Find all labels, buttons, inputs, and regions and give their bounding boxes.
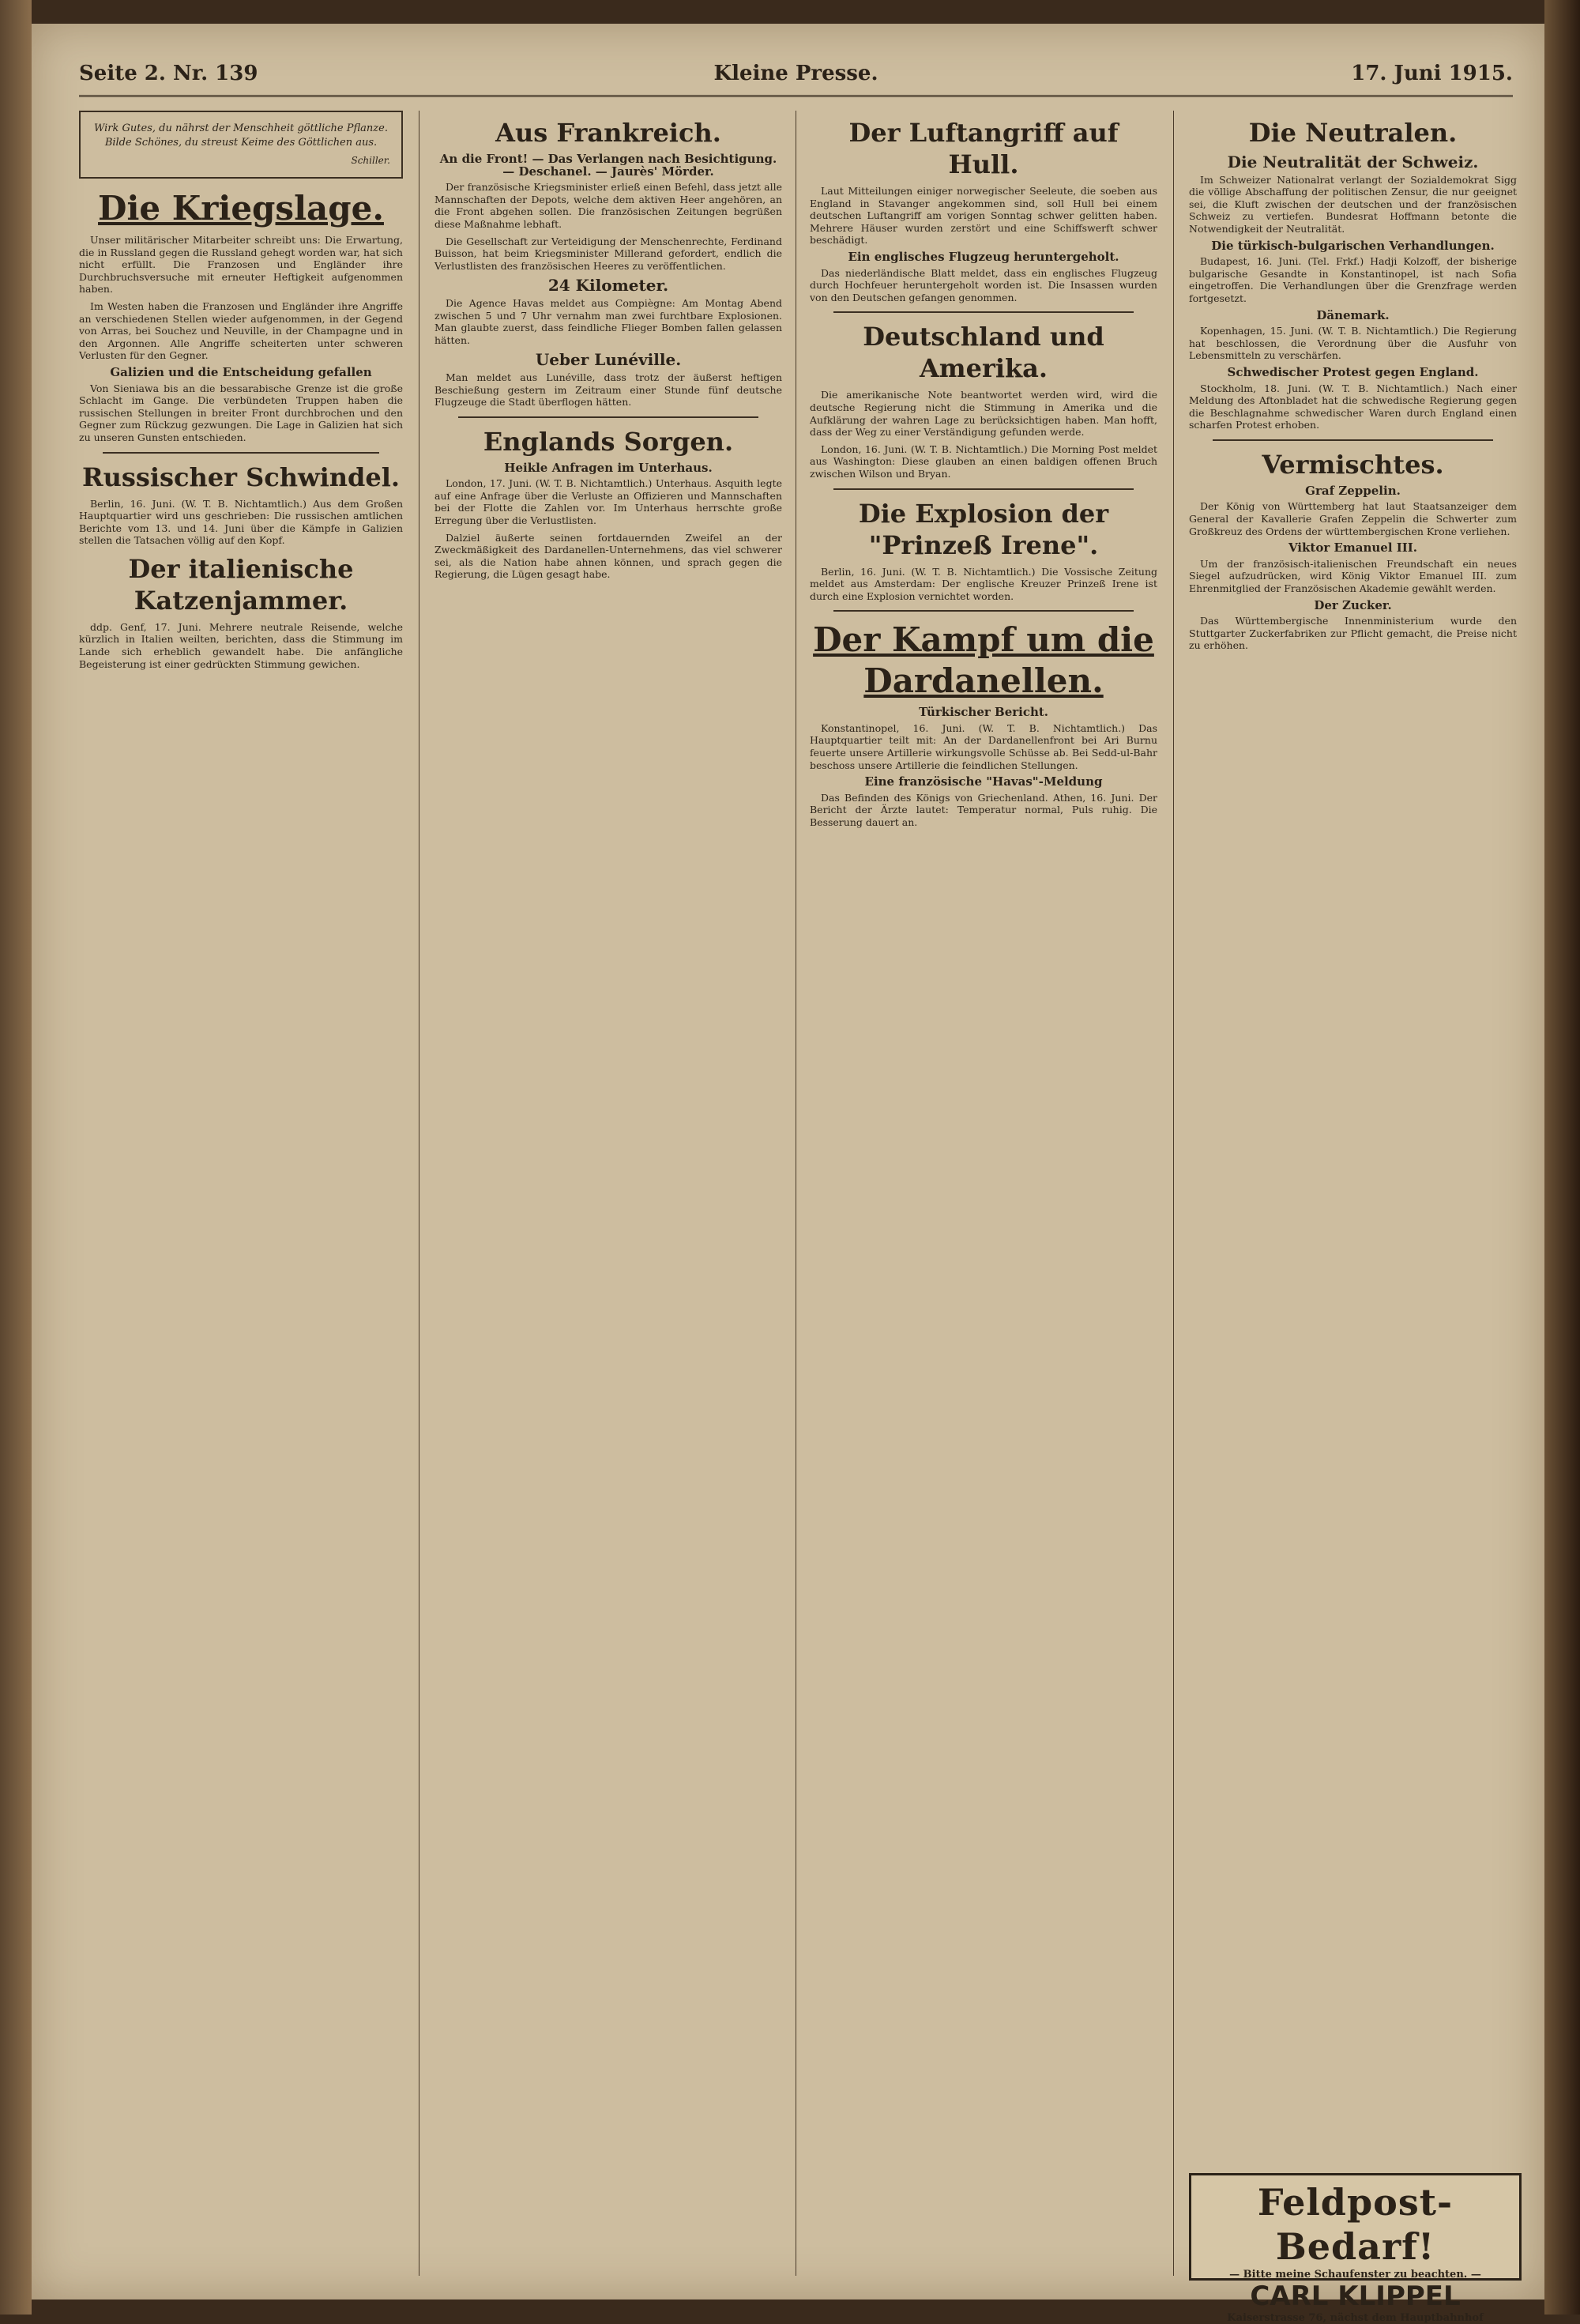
article-paragraph: Im Westen haben die Franzosen und Engländer ihre Angriffe an verschiedenen Stellen wieder aufgenommen, in der Gegend von Arras, bei Souchez und Neuville, in der Champagne und in den Argonnen. Alle Angriffe scheiterten unter schweren Verlusten für den Gegner. <box>79 299 403 362</box>
column-2 <box>434 111 782 2276</box>
article-paragraph: Von Sieniawa bis an die bessarabische Grenze ist die große Schlacht im Gange. Die verbündeten Truppen haben die russischen Stellungen in breiter Front durchbrochen und den Gegner zum Rückzug gezwungen. Die Lage in Galizien hat sich zu unseren Gunsten entschieden. <box>79 382 403 443</box>
article-subtitle: Die Neutralität der Schweiz. <box>1227 153 1479 171</box>
article-paragraph: Im Schweizer Nationalrat verlangt der Sozialdemokrat Sigg die völlige Abschaffung der politischen Zensur, die nur geeignet sei, die Kluft zwischen der deutschen und der französischen Schweiz zu vertiefen. Bundesrat Hoffmann betonte die Notwendigkeit der Neutralität. <box>1189 173 1517 235</box>
article-paragraph: Dalziel äußerte seinen fortdauernden Zweifel an der Zweckmäßigkeit des Dardanellen-Unternehmens, das viel schwerer sei, als die Nation habe ahnen können, und sprach gegen die Regierung, die Lügen gesagt habe. <box>434 531 782 581</box>
section-heading: Die türkisch-bulgarischen Verhandlungen. <box>1211 238 1495 253</box>
divider <box>458 416 758 418</box>
column-3 <box>810 111 1157 2276</box>
advertisement <box>1189 2173 1522 2324</box>
section-heading: Schwedischer Protest gegen England. <box>1227 364 1479 379</box>
ad-address: Kaiserstrasse 76, nächst dem Hauptbahnhof <box>1227 2312 1484 2324</box>
article-paragraph: Konstantinopel, 16. Juni. (W. T. B. Nichtamtlich.) Das Hauptquartier teilt mit: An der Dardanellenfront bei Ari Burnu feuerte unsere Artillerie wirkungsvolle Schüsse ab. Bei Sedd-ul-Bahr beschoss unsere Artillerie die feindlichen Stellungen. <box>810 721 1157 771</box>
column-4 <box>1189 111 1517 2165</box>
book-binding-right <box>1544 0 1580 2315</box>
article-paragraph: Das Württembergische Innenministerium wurde den Stuttgarter Zuckerfabriken zur Pflicht gemacht, die Preise nicht zu erhöhen. <box>1189 615 1517 652</box>
ad-note: — Bitte meine Schaufenster zu beachten. — <box>1229 2269 1481 2281</box>
article-title: Vermischtes. <box>1262 449 1444 480</box>
article-paragraph: Die Agence Havas meldet aus Compiègne: Am Montag Abend zwischen 5 und 7 Uhr vernahm man zwei furchtbare Explosionen. Man glaubte zuerst, dass feindliche Flieger Bomben fallen gelassen hätten. <box>434 296 782 346</box>
column-1 <box>79 111 403 2276</box>
book-binding-left <box>0 0 32 2315</box>
divider <box>833 311 1134 313</box>
article-paragraph: Berlin, 16. Juni. (W. T. B. Nichtamtlich.) Die Vossische Zeitung meldet aus Amsterdam: Der englische Kreuzer Prinzeß Irene ist durch eine Explosion vernichtet worden. <box>810 565 1157 602</box>
article-subtitle: Heikle Anfragen im Unterhaus. <box>504 460 713 475</box>
article-paragraph: Kopenhagen, 15. Juni. (W. T. B. Nichtamtlich.) Die Regierung hat beschlossen, die Verordnung über die Ausfuhr von Lebensmitteln zu verschärfen. <box>1189 325 1517 362</box>
column-rule <box>1173 111 1174 2276</box>
article-paragraph: London, 16. Juni. (W. T. B. Nichtamtlich.) Die Morning Post meldet aus Washington: Diese glauben an einen baldigen offenen Bruch zwischen Wilson und Bryan. <box>810 443 1157 480</box>
divider <box>833 610 1134 612</box>
section-heading: Eine französische "Havas"-Meldung <box>864 774 1103 789</box>
article-paragraph: Stockholm, 18. Juni. (W. T. B. Nichtamtlich.) Nach einer Meldung des Aftonbladet hat die schwedische Regierung gegen die Beschlagnahme schwedischer Waren durch England einen scharfen Protest erhoben. <box>1189 382 1517 431</box>
divider <box>1213 439 1493 441</box>
section-heading: 24 Kilometer. <box>547 276 669 296</box>
issue-date: 17. Juni 1915. <box>1351 62 1513 85</box>
divider <box>103 452 379 454</box>
article-title: Aus Frankreich. <box>495 118 721 148</box>
article-paragraph: Der französische Kriegsminister erließ einen Befehl, dass jetzt alle Mannschaften der Depots, welche dem aktiven Heer angehören, an die Front abgehen sollen. Die französischen Zeitungen begrüßen diese Maßnahme lebhaft. <box>434 181 782 230</box>
section-heading: Viktor Emanuel III. <box>1288 541 1418 556</box>
article-paragraph: Das Befinden des Königs von Griechenland. Athen, 16. Juni. Der Bericht der Ärzte lautet: Temperatur normal, Puls ruhig. Die Besserung dauert an. <box>810 791 1157 829</box>
article-title: Die Neutralen. <box>1248 118 1458 148</box>
ad-headline: Feldpost-Bedarf! <box>1257 2181 1454 2268</box>
section-heading: Ein englisches Flugzeug heruntergeholt. <box>848 249 1119 264</box>
article-title: Die Explosion der "Prinzeß Irene". <box>858 498 1109 560</box>
article-paragraph: Unser militärischer Mitarbeiter schreibt uns: Die Erwartung, die in Russland gegen die Russland gehegt worden war, hat sich nicht erfüllt. Die Franzosen und Engländer ihre Durchbruchsversuche mit erneuter Heftigkeit aufgenommen haben. <box>79 234 403 296</box>
newspaper-name: Kleine Presse. <box>713 62 878 85</box>
article-title: Russischer Schwindel. <box>81 461 401 492</box>
article-paragraph: Laut Mitteilungen einiger norwegischer Seeleute, die soeben aus England in Stavanger angekommen sind, soll Hull bei einem deutschen Luftangriff am vorigen Sonntag schwer gelitten haben. Mehrere Häuser wurden zerstört und eine Schiffswerft schwer beschädigt. <box>810 185 1157 247</box>
article-paragraph: Berlin, 16. Juni. (W. T. B. Nichtamtlich.) Aus dem Großen Hauptquartier wird uns geschrieben: Die russischen amtlichen Berichte vom 13. und 14. Juni über die Kämpfe in Galizien stellen die Tatsachen völlig auf den Kopf. <box>79 497 403 547</box>
ad-company-name: CARL KLIPPEL <box>1250 2281 1461 2312</box>
article-subtitle: Türkischer Bericht. <box>918 705 1049 720</box>
article-paragraph: ddp. Genf, 17. Juni. Mehrere neutrale Reisende, welche kürzlich in Italien weilten, berichten, dass die Stimmung im Lande sich erheblich gewandelt habe. Die anfängliche Begeisterung ist einer gedrückten Stimmung gewichen. <box>79 620 403 670</box>
motto-box <box>79 111 403 179</box>
article-paragraph: Man meldet aus Lunéville, dass trotz der äußerst heftigen Beschießung gestern im Zeitraum einer Stunde fünf deutsche Flugzeuge die Stadt überflogen hätten. <box>434 371 782 409</box>
article-paragraph: Um der französisch-italienischen Freundschaft ein neues Siegel aufzudrücken, wird König Viktor Emanuel III. zum Ehrenmitglied der Französischen Akademie gewählt werden. <box>1189 557 1517 595</box>
article-paragraph: Das niederländische Blatt meldet, dass ein englisches Flugzeug durch Hochfeuer heruntergeholt worden ist. Die Insassen wurden von den Deutschen gefangen genommen. <box>810 266 1157 303</box>
article-paragraph: Budapest, 16. Juni. (Tel. Frkf.) Hadji Kolzoff, der bisherige bulgarische Gesandte in Konstantinopel, ist nach Sofia eingetroffen. Die Verhandlungen über die Grenzfrage werden fortgesetzt. <box>1189 255 1517 304</box>
article-subtitle: An die Front! — Das Verlangen nach Besichtigung. — Deschanel. — Jaurès' Mörder. <box>439 152 777 179</box>
section-heading: Graf Zeppelin. <box>1305 483 1401 498</box>
motto-text: Wirk Gutes, du nährst der Menschheit göttliche Pflanze. Bilde Schönes, du streust Keime des Göttlichen aus. <box>94 122 388 149</box>
article-title: Der Kampf um die Dardanellen. <box>813 620 1154 701</box>
article-paragraph: Die Gesellschaft zur Verteidigung der Menschenrechte, Ferdinand Buisson, hat beim Kriegsminister Millerand gefordert, endlich die Verlustlisten des französischen Heeres zu veröffentlichen. <box>434 235 782 272</box>
article-title: Englands Sorgen. <box>483 426 734 457</box>
divider <box>833 488 1134 490</box>
section-heading: Dänemark. <box>1316 307 1390 322</box>
page-number: Seite 2. Nr. 139 <box>79 62 258 85</box>
motto-signature: Schiller. <box>351 155 390 166</box>
article-paragraph: Der König von Württemberg hat laut Staatsanzeiger dem General der Kavallerie Grafen Zeppelin die Schwerter zum Großkreuz des Ordens der württembergischen Krone verliehen. <box>1189 500 1517 537</box>
article-paragraph: Die amerikanische Note beantwortet werden wird, wird die deutsche Regierung nicht die Stimmung in Amerika und die Aufklärung der wahren Lage zu berücksichtigen haben. Man hofft, dass der Weg zu einer Verständigung gefunden werde. <box>810 389 1157 439</box>
article-title: Die Kriegslage. <box>98 189 384 228</box>
article-title: Der italienische Katzenjammer. <box>128 553 354 616</box>
article-title: Der Luftangriff auf Hull. <box>848 118 1119 179</box>
page-header <box>79 55 1513 97</box>
article-title: Deutschland und Amerika. <box>863 322 1104 384</box>
newspaper-page <box>32 24 1544 2324</box>
section-heading: Der Zucker. <box>1314 597 1392 612</box>
section-heading: Galizien und die Entscheidung gefallen <box>110 364 372 379</box>
section-heading: Ueber Lunéville. <box>535 350 682 370</box>
article-paragraph: London, 17. Juni. (W. T. B. Nichtamtlich.) Unterhaus. Asquith legte auf eine Anfrage über die Verluste an Offizieren und Mannschaften bei der Flotte die Zahlen vor. Im Unterhaus herrschte große Erregung über die Verlustlisten. <box>434 477 782 527</box>
